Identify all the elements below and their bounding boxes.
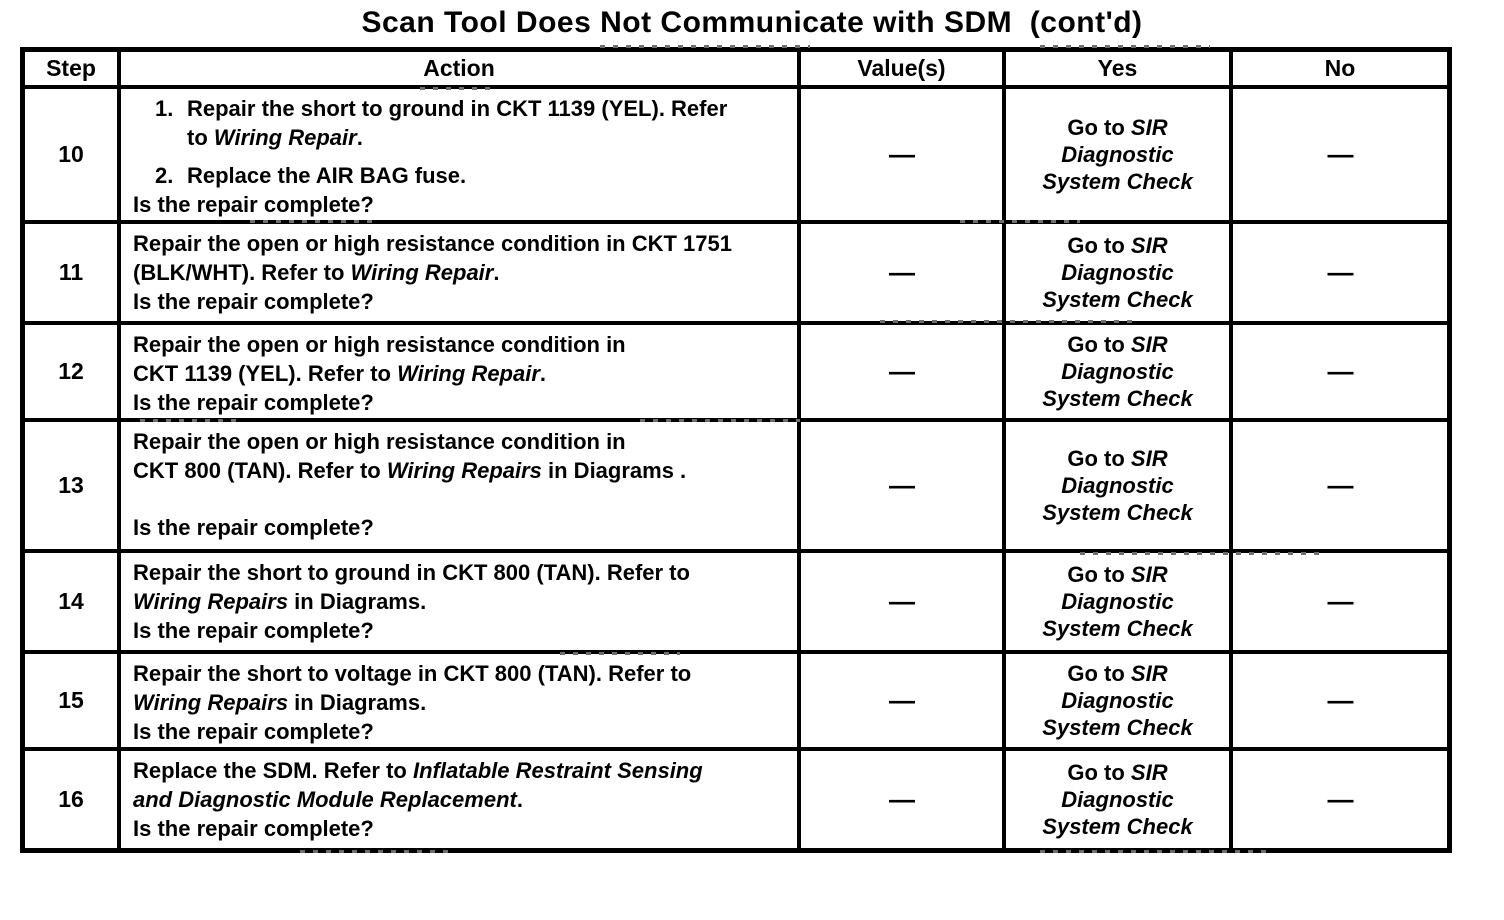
step-cell: 15 <box>25 654 121 751</box>
list-item-text: Repair the short to ground in CKT 1139 (YEL). Refer to Wiring Repair. <box>187 96 728 150</box>
action-cell: Repair the short to voltage in CKT 800 (TAN). Refer to Wiring Repairs in Diagrams. Is the repair complete? <box>121 654 801 751</box>
no-cell: — <box>1233 89 1447 224</box>
value-cell: — <box>801 224 1006 325</box>
yes-cell: Go to SIR Diagnostic System Check <box>1006 422 1233 553</box>
value-cell: — <box>801 89 1006 224</box>
step-cell: 14 <box>25 553 121 654</box>
yes-cell: Go to SIR Diagnostic System Check <box>1006 751 1233 848</box>
yes-cell: Go to SIR Diagnostic System Check <box>1006 654 1233 751</box>
page-title: Scan Tool Does Not Communicate with SDM (cont'd) <box>361 6 1143 39</box>
value-cell: — <box>801 422 1006 553</box>
step-cell: 12 <box>25 325 121 422</box>
action-numbered-list <box>133 94 789 190</box>
no-cell: — <box>1233 553 1447 654</box>
value-cell: — <box>801 553 1006 654</box>
no-cell: — <box>1327 784 1353 814</box>
value-cell: — <box>801 654 1006 751</box>
list-item-number: 2. <box>155 163 174 188</box>
repair-question: Is the repair complete? <box>133 289 374 314</box>
step-cell: 10 <box>25 89 121 224</box>
col-header-values: Value(s) <box>801 52 1006 89</box>
col-header-yes: Yes <box>1006 52 1233 89</box>
action-cell: Repair the open or high resistance condition in CKT 800 (TAN). Refer to Wiring Repairs in Diagrams . Is the repair complete? <box>121 422 801 553</box>
action-cell: Replace the SDM. Refer to Inflatable Restraint Sensing and Diagnostic Module Replacement. Is the repair complete? <box>121 751 801 848</box>
action-cell: Repair the open or high resistance condition in CKT 1139 (YEL). Refer to Wiring Repair. Is the repair complete? <box>121 325 801 422</box>
action-cell <box>121 89 801 224</box>
action-list-item <box>155 94 789 152</box>
action-cell: Repair the open or high resistance condition in CKT 1751 (BLK/WHT). Refer to Wiring Repair. Is the repair complete? <box>121 224 801 325</box>
step-cell: 13 <box>25 422 121 553</box>
step-cell: 16 <box>25 751 121 848</box>
repair-question: Is the repair complete? <box>133 515 374 540</box>
repair-question: Is the repair complete? <box>133 719 374 744</box>
step-cell: 11 <box>25 224 121 325</box>
yes-cell: Go to SIR Diagnostic System Check <box>1006 553 1233 654</box>
action-cell: Repair the short to ground in CKT 800 (TAN). Refer to Wiring Repairs in Diagrams. Is the repair complete? <box>121 553 801 654</box>
col-header-no: No <box>1233 52 1447 89</box>
yes-cell: Go to SIR Diagnostic System Check <box>1006 325 1233 422</box>
repair-question: Is the repair complete? <box>133 816 374 841</box>
no-cell: — <box>1233 325 1447 422</box>
yes-cell: Go to SIR Diagnostic System Check <box>1006 224 1233 325</box>
no-cell: — <box>1233 224 1447 325</box>
value-cell: — <box>801 751 1006 848</box>
list-item-text: Replace the AIR BAG fuse. <box>187 163 467 188</box>
col-header-step: Step <box>25 52 121 89</box>
no-cell: — <box>1233 422 1447 553</box>
col-header-action: Action <box>121 52 801 89</box>
action-list-item <box>155 161 789 190</box>
repair-question: Is the repair complete? <box>133 192 374 217</box>
diagnostic-table <box>20 47 1452 853</box>
list-item-number: 1. <box>155 96 174 121</box>
value-cell: — <box>801 325 1006 422</box>
no-cell: — <box>1233 654 1447 751</box>
repair-question: Is the repair complete? <box>133 618 374 643</box>
yes-cell: Go to SIR Diagnostic System Check <box>1006 89 1233 224</box>
repair-question: Is the repair complete? <box>133 390 374 415</box>
